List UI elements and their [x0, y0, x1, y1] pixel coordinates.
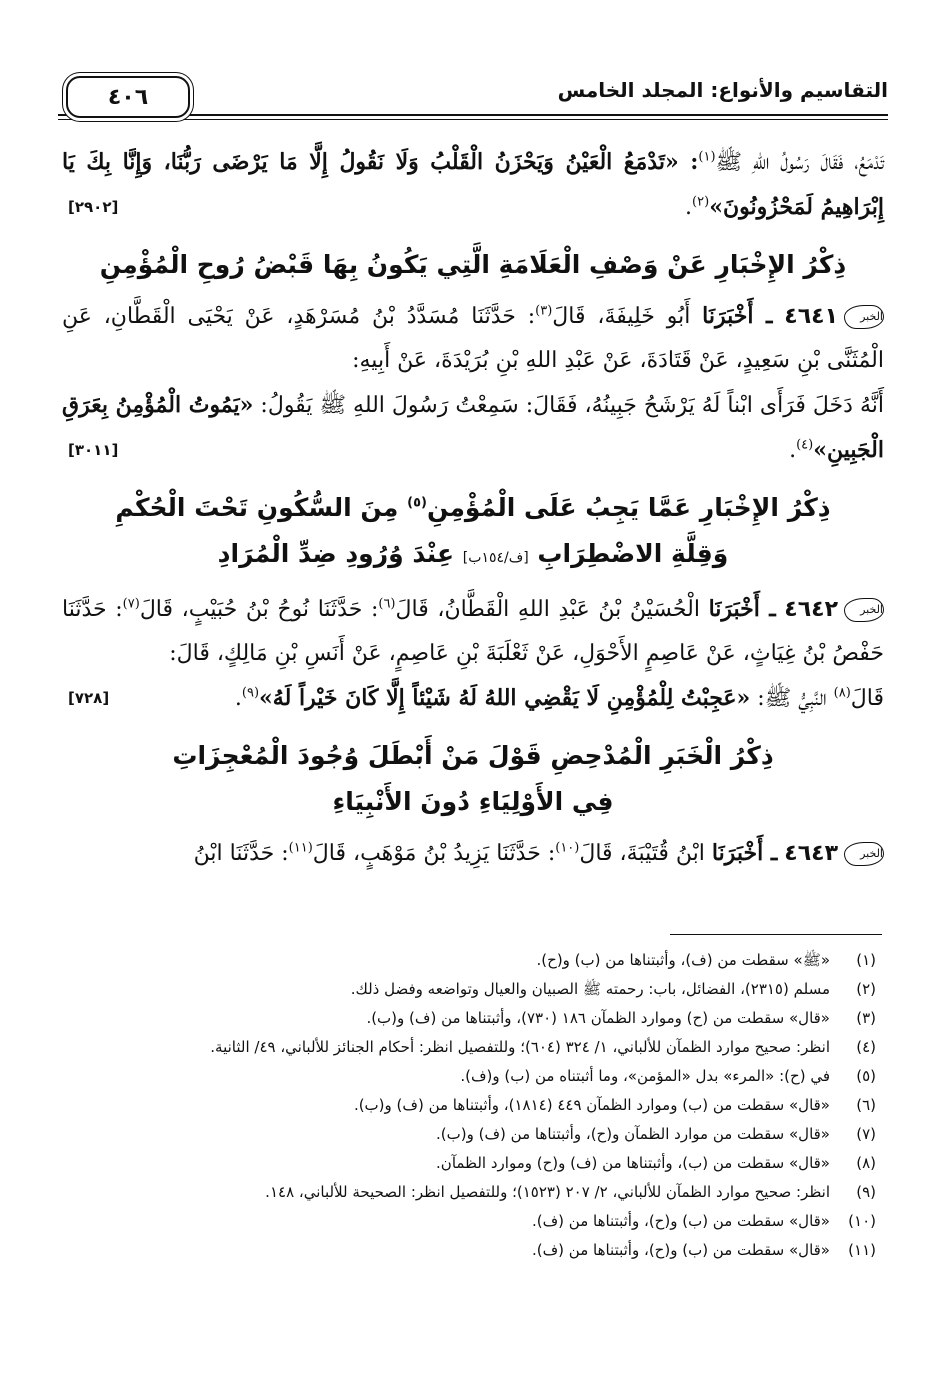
text-span: : حَدَّثَنَا مُسَدَّدُ بْنُ مُسَرْهَدٍ، عَنْ يَحْيَى الْقَطَّانِ، عَنِ الْمُثَنَّى بْنِ سَعِيدٍ، عَنْ قَتَادَةَ، عَنْ عَبْدِ اللهِ بْنِ بُرَيْدَةَ، عَنْ أَبِيهِ:: [62, 304, 884, 373]
text-span: قَالَ: [850, 686, 884, 711]
footnote-text: «ﷺ» سقطت من (ف)، وأثبتناها من (ب) و(ح).: [536, 951, 830, 969]
footnote: [70, 975, 876, 1004]
header-rule-thin: [58, 119, 888, 120]
manuscript-reference: [ف/١٥٤ب]: [462, 550, 529, 566]
akhbarana-label: ـ أَخْبَرَنَا: [711, 840, 778, 866]
footnote-marker[interactable]: (٢): [692, 194, 710, 210]
footnote-marker[interactable]: (٩): [241, 685, 260, 701]
footnote: [70, 1207, 876, 1236]
hadith-number: ٤٦٤٢: [784, 597, 838, 622]
footnote-number: (٨): [856, 1154, 876, 1172]
heading-line: ذِكْرُ الإِخْبَارِ عَنْ وَصْفِ الْعَلَامَةِ الَّتِي يَكُونُ بِهَا قَبْضُ رُوحِ الْمُؤْمِنِ: [99, 250, 847, 279]
footnote-number: (٧): [856, 1125, 876, 1143]
footnote-text: «قال» سقطت من (ب) و(ح)، وأثبتناها من (ف).: [531, 1212, 830, 1230]
footnote-text: انظر: صحيح موارد الظمآن للألباني، ٢/ ٢٠٧ (١٥٢٣)؛ وللتفصيل انظر: الصحيحة للألباني، ١٤٨.: [265, 1183, 830, 1201]
page-number: ٤٠٦: [107, 84, 149, 110]
text-span: ذِكْرُ الإِخْبَارِ عَمَّا يَجِبُ عَلَى الْمُؤْمِنِ: [426, 493, 831, 522]
footnote-marker[interactable]: (٨): [833, 685, 851, 701]
hadith-text: : «تَدْمَعُ الْعَيْنُ وَيَحْزَنُ الْقَلْبُ وَلَا نَقُولُ إِلَّا مَا يَرْضَى رَبُّنَا، وَإِنَّا بِكَ يَا إِبْرَاهِيمُ لَمَحْزُونُونَ»: [62, 149, 884, 220]
footnote-marker[interactable]: (٣): [535, 303, 553, 319]
footnote-text: «قال» سقطت من (ب) و(ح)، وأثبتناها من (ف).: [531, 1241, 830, 1259]
footnote: [70, 1178, 876, 1207]
page-number-frame: [66, 76, 190, 118]
footnote-number: (٤): [856, 1038, 876, 1056]
footnote-marker[interactable]: (٤): [796, 437, 814, 453]
akhbarana-label: ـ أَخْبَرَنَا: [708, 596, 776, 622]
text-span: وَقِلَّةِ الاضْطِرَابِ: [528, 539, 729, 568]
paragraph: [62, 294, 884, 383]
footnote-marker[interactable]: (٥): [407, 495, 427, 511]
footnote: [70, 1062, 876, 1091]
footnote: [70, 1033, 876, 1062]
footnote-number: (١١): [848, 1241, 876, 1259]
text-span: .: [685, 195, 693, 220]
footnote: [70, 1236, 876, 1265]
text-span: ابْنُ قُتَيْبَةَ، قَالَ: [579, 841, 712, 866]
footnote-number: (١): [856, 951, 876, 969]
footnote: [70, 1120, 876, 1149]
footnote-number: (٩): [856, 1183, 876, 1201]
paragraph: [62, 676, 884, 721]
paragraph: [62, 831, 884, 876]
text-span: أَنَّهُ دَخَلَ فَرَأَى ابْناً لَهُ يَرْشَحُ جَبِينُهُ، فَقَالَ: سَمِعْتُ رَسُولَ اللهِ ﷺ يَقُولُ:: [253, 393, 884, 418]
heading-line: ذِكْرُ الْخَبَرِ الْمُدْحِضِ قَوْلَ مَنْ أَبْطَلَ وُجُودَ الْمُعْجِزَاتِ: [172, 741, 774, 770]
footnote: [70, 1004, 876, 1033]
section-heading: [62, 242, 884, 288]
footnote-number: (١٠): [848, 1212, 876, 1230]
text-span: النَّبِيُّ ﷺ:: [750, 686, 834, 711]
footnote-marker[interactable]: (٦): [378, 596, 396, 612]
text-span: مِنَ السُّكُونِ تَحْتَ الْحُكْمِ: [115, 493, 408, 522]
main-text: [62, 140, 884, 876]
hadith-text: «يَمُوتُ الْمُؤْمِنُ بِعَرَقِ الْجَبِينِ»: [62, 392, 884, 463]
text-span: : حَدَّثَنَا يَزِيدُ بْنُ مَوْهَبٍ، قَالَ: [312, 841, 556, 866]
paragraph: [62, 140, 884, 230]
hadith-reference: [٢٩٠٢]: [68, 198, 119, 216]
section-heading: [62, 485, 884, 581]
text-span: عِنْدَ وُرُودِ ضِدِّ الْمُرَادِ: [217, 539, 463, 568]
akhbarana-label: ـ أَخْبَرَنَا: [702, 303, 773, 329]
footnote-marker[interactable]: (١): [698, 149, 716, 165]
footnote-text: «قال» سقطت من (ح) وموارد الظمآن ١٨٦ (٧٣٠)، وأثبتناها من (ف) و(ب).: [366, 1009, 830, 1027]
footnote-text: «قال» سقطت من (ب) وموارد الظمآن ٤٤٩ (١٨١٤)، وأثبتناها من (ف) و(ب).: [353, 1096, 830, 1114]
heading-line: [62, 531, 884, 581]
running-title: التقاسيم والأنواع: المجلد الخامس: [557, 78, 888, 102]
heading-line: فِي الأَوْلِيَاءِ دُونَ الأَنْبِيَاءِ: [332, 787, 614, 816]
khabar-ornament-icon: الخبر: [844, 842, 884, 866]
page-header: [58, 72, 888, 124]
hadith-reference: [٧٢٨]: [68, 689, 110, 707]
footnote-text: «قال» سقطت من (ب)، وأثبتناها من (ف) و(ح) وموارد الظمآن.: [436, 1154, 830, 1172]
footnote-text: «قال» سقطت من موارد الظمآن و(ح)، وأثبتناها من (ف) و(ب).: [436, 1125, 830, 1143]
text-span: الْحُسَيْنُ بْنُ عَبْدِ اللهِ الْقَطَّانُ، قَالَ: [395, 597, 709, 622]
hadith-reference: [٣٠١١]: [68, 441, 119, 459]
hadith-number: ٤٦٤١: [784, 304, 838, 329]
text-span: أَبُو خَلِيفَةَ، قَالَ: [552, 304, 703, 329]
footnote-number: (٣): [856, 1009, 876, 1027]
footnote-marker[interactable]: (٧): [122, 596, 140, 612]
footnote-marker[interactable]: (١١): [288, 840, 313, 856]
khabar-ornament-icon: الخبر: [844, 305, 884, 329]
footnote-text: في (ح): «المرء» بدل «المؤمن»، وما أثبتناه من (ب) و(ف).: [460, 1067, 830, 1085]
text-span: .: [789, 438, 797, 463]
footnote-number: (٢): [856, 980, 876, 998]
paragraph: [62, 587, 884, 676]
hadith-text: «عَجِبْتُ لِلْمُؤْمِنِ لَا يَقْضِي اللهُ لَهُ شَيْئاً إِلَّا كَانَ خَيْراً لَهُ»: [259, 685, 751, 711]
footnote-number: (٥): [856, 1067, 876, 1085]
text-span: : حَدَّثَنَا حَفْصُ بْنُ غِيَاثٍ، عَنْ عَاصِمٍ الأَحْوَلِ، عَنْ ثَعْلَبَةَ بْنِ عَاصِمٍ، عَنْ أَنَسِ بْنِ مَالِكٍ، قَالَ:: [62, 597, 884, 666]
footnote: [70, 946, 876, 975]
text-span: : حَدَّثَنَا نُوحُ بْنُ حُبَيْبٍ، قَالَ: [139, 597, 379, 622]
khabar-ornament-icon: الخبر: [844, 598, 884, 622]
footnote-separator: [670, 934, 882, 935]
heading-line: [62, 485, 884, 531]
footnote-number: (٦): [856, 1096, 876, 1114]
footnote-text: مسلم (٢٣١٥)، الفضائل، باب: رحمته ﷺ الصبيان والعيال وتواضعه وفضل ذلك.: [350, 980, 830, 998]
paragraph: [62, 383, 884, 473]
text-span: : حَدَّثَنَا ابْنُ: [193, 841, 289, 866]
text-span: تَدْمَعُ، فَقَالَ رَسُولُ اللهِ ﷺ: [715, 150, 885, 175]
hadith-number: ٤٦٤٣: [784, 841, 838, 866]
footnotes: [70, 946, 876, 1265]
footnote: [70, 1091, 876, 1120]
section-heading: [62, 733, 884, 825]
footnote-marker[interactable]: (١٠): [555, 840, 580, 856]
text-span: .: [234, 686, 242, 711]
footnote: [70, 1149, 876, 1178]
footnote-text: انظر: صحيح موارد الظمآن للألباني، ١/ ٣٢٤ (٦٠٤)؛ وللتفصيل انظر: أحكام الجنائز للألباني، ٤٩/ الثانية.: [210, 1038, 830, 1056]
